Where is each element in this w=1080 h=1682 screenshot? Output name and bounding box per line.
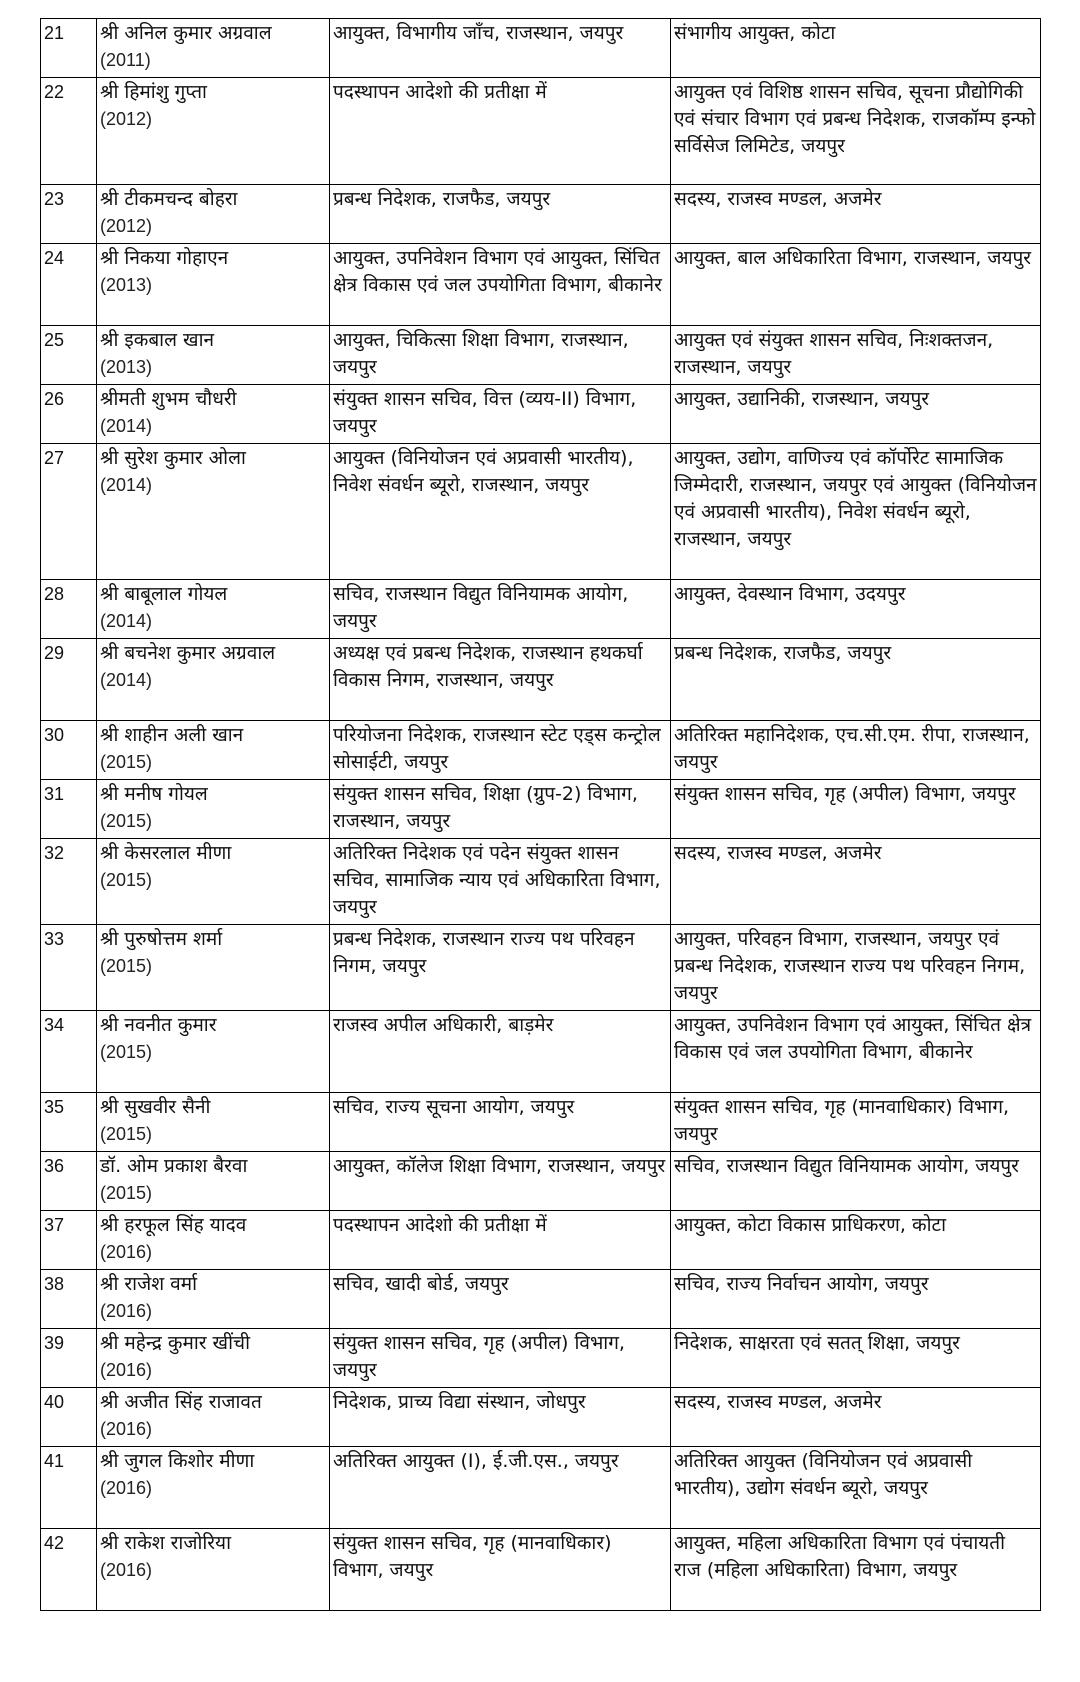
officer-name: श्री हिमांशु गुप्ता <box>100 81 207 103</box>
serial-number: 39 <box>41 1329 97 1388</box>
table-row <box>41 721 1041 780</box>
officer-cell <box>97 1447 330 1529</box>
new-posting: सचिव, राजस्थान विद्युत विनियामक आयोग, जयपुर <box>671 1152 1041 1211</box>
batch-year: (2015) <box>100 870 153 890</box>
serial-number: 41 <box>41 1447 97 1529</box>
officer-cell <box>97 839 330 925</box>
table-row <box>41 1388 1041 1447</box>
officer-name: श्री सुखवीर सैनी <box>100 1096 211 1118</box>
serial-number: 29 <box>41 639 97 721</box>
new-posting: अतिरिक्त महानिदेशक, एच.सी.एम. रीपा, राजस्थान, जयपुर <box>671 721 1041 780</box>
batch-year: (2015) <box>100 1042 153 1062</box>
serial-number: 21 <box>41 19 97 78</box>
officer-name: श्री महेन्द्र कुमार खींची <box>100 1332 250 1354</box>
officer-name: श्री राजेश वर्मा <box>100 1273 198 1295</box>
batch-year: (2014) <box>100 416 153 436</box>
batch-year: (2015) <box>100 752 153 772</box>
officer-cell <box>97 326 330 385</box>
officer-cell <box>97 444 330 580</box>
new-posting: आयुक्त, उद्योग, वाणिज्य एवं कॉर्पोरेट सामाजिक जिम्मेदारी, राजस्थान, जयपुर एवं आयुक्त (विनियोजन एवं अप्रवासी भारतीय), निवेश संवर्धन ब्यूरो, राजस्थान, जयपुर <box>671 444 1041 580</box>
table-row <box>41 839 1041 925</box>
current-posting: संयुक्त शासन सचिव, शिक्षा (ग्रुप-2) विभाग, राजस्थान, जयपुर <box>330 780 671 839</box>
serial-number: 34 <box>41 1011 97 1093</box>
officer-cell <box>97 1093 330 1152</box>
batch-year: (2016) <box>100 1419 153 1439</box>
new-posting: आयुक्त एवं संयुक्त शासन सचिव, निःशक्तजन, राजस्थान, जयपुर <box>671 326 1041 385</box>
officer-name: श्री केसरलाल मीणा <box>100 842 232 864</box>
new-posting: आयुक्त, परिवहन विभाग, राजस्थान, जयपुर एवं प्रबन्ध निदेशक, राजस्थान राज्य पथ परिवहन निगम, जयपुर <box>671 925 1041 1011</box>
officer-cell <box>97 780 330 839</box>
current-posting: आयुक्त, विभागीय जाँच, राजस्थान, जयपुर <box>330 19 671 78</box>
serial-number: 23 <box>41 185 97 244</box>
serial-number: 33 <box>41 925 97 1011</box>
batch-year: (2016) <box>100 1560 153 1580</box>
officer-name: श्री हरफूल सिंह यादव <box>100 1214 247 1236</box>
serial-number: 38 <box>41 1270 97 1329</box>
officer-name: श्रीमती शुभम चौधरी <box>100 388 237 410</box>
officer-cell <box>97 1270 330 1329</box>
current-posting: निदेशक, प्राच्य विद्या संस्थान, जोधपुर <box>330 1388 671 1447</box>
serial-number: 26 <box>41 385 97 444</box>
batch-year: (2014) <box>100 670 153 690</box>
serial-number: 27 <box>41 444 97 580</box>
table-row <box>41 1270 1041 1329</box>
officer-cell <box>97 721 330 780</box>
officer-name: श्री नवनीत कुमार <box>100 1014 217 1036</box>
batch-year: (2012) <box>100 216 153 236</box>
batch-year: (2016) <box>100 1478 153 1498</box>
new-posting: आयुक्त, बाल अधिकारिता विभाग, राजस्थान, जयपुर <box>671 244 1041 326</box>
current-posting: संयुक्त शासन सचिव, गृह (अपील) विभाग, जयपुर <box>330 1329 671 1388</box>
new-posting: सचिव, राज्य निर्वाचन आयोग, जयपुर <box>671 1270 1041 1329</box>
new-posting: सदस्य, राजस्व मण्डल, अजमेर <box>671 839 1041 925</box>
officer-name: श्री सुरेश कुमार ओला <box>100 447 246 469</box>
current-posting: अतिरिक्त निदेशक एवं पदेन संयुक्त शासन सचिव, सामाजिक न्याय एवं अधिकारिता विभाग, जयपुर <box>330 839 671 925</box>
new-posting: निदेशक, साक्षरता एवं सतत् शिक्षा, जयपुर <box>671 1329 1041 1388</box>
serial-number: 40 <box>41 1388 97 1447</box>
table-row <box>41 185 1041 244</box>
officer-cell <box>97 1211 330 1270</box>
batch-year: (2015) <box>100 811 153 831</box>
new-posting: आयुक्त, महिला अधिकारिता विभाग एवं पंचायती राज (महिला अधिकारिता) विभाग, जयपुर <box>671 1529 1041 1611</box>
officer-name: श्री शाहीन अली खान <box>100 724 244 746</box>
officer-name: श्री अनिल कुमार अग्रवाल <box>100 22 272 44</box>
new-posting: संयुक्त शासन सचिव, गृह (अपील) विभाग, जयपुर <box>671 780 1041 839</box>
table-row <box>41 444 1041 580</box>
table-row <box>41 1211 1041 1270</box>
officer-name: श्री बाबूलाल गोयल <box>100 583 228 605</box>
officer-name: श्री निकया गोहाएन <box>100 247 229 269</box>
officer-name: डॉ. ओम प्रकाश बैरवा <box>100 1155 248 1177</box>
current-posting: संयुक्त शासन सचिव, गृह (मानवाधिकार) विभाग, जयपुर <box>330 1529 671 1611</box>
officer-name: श्री मनीष गोयल <box>100 783 208 805</box>
table-row <box>41 580 1041 639</box>
serial-number: 22 <box>41 78 97 185</box>
officer-name: श्री जुगल किशोर मीणा <box>100 1450 255 1472</box>
current-posting: परियोजना निदेशक, राजस्थान स्टेट एड्स कन्ट्रोल सोसाईटी, जयपुर <box>330 721 671 780</box>
officer-cell <box>97 385 330 444</box>
officer-cell <box>97 1152 330 1211</box>
current-posting: राजस्व अपील अधिकारी, बाड़मेर <box>330 1011 671 1093</box>
serial-number: 35 <box>41 1093 97 1152</box>
table-row <box>41 1011 1041 1093</box>
officer-cell <box>97 1388 330 1447</box>
current-posting: संयुक्त शासन सचिव, वित्त (व्यय-II) विभाग, जयपुर <box>330 385 671 444</box>
serial-number: 36 <box>41 1152 97 1211</box>
officer-name: श्री अजीत सिंह राजावत <box>100 1391 262 1413</box>
batch-year: (2014) <box>100 611 153 631</box>
transfer-table-body <box>41 19 1041 1611</box>
table-row <box>41 780 1041 839</box>
new-posting: आयुक्त, उद्यानिकी, राजस्थान, जयपुर <box>671 385 1041 444</box>
new-posting: सदस्य, राजस्व मण्डल, अजमेर <box>671 1388 1041 1447</box>
table-row <box>41 639 1041 721</box>
table-row <box>41 1329 1041 1388</box>
serial-number: 25 <box>41 326 97 385</box>
table-row <box>41 1093 1041 1152</box>
new-posting: अतिरिक्त आयुक्त (विनियोजन एवं अप्रवासी भारतीय), उद्योग संवर्धन ब्यूरो, जयपुर <box>671 1447 1041 1529</box>
table-row <box>41 1529 1041 1611</box>
officer-name: श्री टीकमचन्द बोहरा <box>100 188 238 210</box>
officer-name: श्री पुरुषोत्तम शर्मा <box>100 928 223 950</box>
serial-number: 24 <box>41 244 97 326</box>
new-posting: संभागीय आयुक्त, कोटा <box>671 19 1041 78</box>
batch-year: (2015) <box>100 956 153 976</box>
serial-number: 30 <box>41 721 97 780</box>
current-posting: आयुक्त, चिकित्सा शिक्षा विभाग, राजस्थान, जयपुर <box>330 326 671 385</box>
new-posting: आयुक्त, उपनिवेशन विभाग एवं आयुक्त, सिंचित क्षेत्र विकास एवं जल उपयोगिता विभाग, बीकानेर <box>671 1011 1041 1093</box>
new-posting: आयुक्त एवं विशिष्ठ शासन सचिव, सूचना प्रौद्योगिकी एवं संचार विभाग एवं प्रबन्ध निदेशक, राजकॉम्प इन्फो सर्विसेज लिमिटेड, जयपुर <box>671 78 1041 185</box>
table-row <box>41 78 1041 185</box>
serial-number: 37 <box>41 1211 97 1270</box>
current-posting: सचिव, खादी बोर्ड, जयपुर <box>330 1270 671 1329</box>
table-row <box>41 244 1041 326</box>
officer-cell <box>97 925 330 1011</box>
new-posting: सदस्य, राजस्व मण्डल, अजमेर <box>671 185 1041 244</box>
table-row <box>41 1447 1041 1529</box>
current-posting: पदस्थापन आदेशो की प्रतीक्षा में <box>330 78 671 185</box>
officer-cell <box>97 185 330 244</box>
officer-cell <box>97 1011 330 1093</box>
new-posting: प्रबन्ध निदेशक, राजफैड, जयपुर <box>671 639 1041 721</box>
table-row <box>41 326 1041 385</box>
new-posting: संयुक्त शासन सचिव, गृह (मानवाधिकार) विभाग, जयपुर <box>671 1093 1041 1152</box>
officer-name: श्री इकबाल खान <box>100 329 215 351</box>
table-row <box>41 1152 1041 1211</box>
batch-year: (2012) <box>100 109 153 129</box>
table-row <box>41 925 1041 1011</box>
batch-year: (2015) <box>100 1124 153 1144</box>
serial-number: 28 <box>41 580 97 639</box>
batch-year: (2013) <box>100 357 153 377</box>
table-row <box>41 385 1041 444</box>
current-posting: अध्यक्ष एवं प्रबन्ध निदेशक, राजस्थान हथकर्घा विकास निगम, राजस्थान, जयपुर <box>330 639 671 721</box>
officer-cell <box>97 1329 330 1388</box>
current-posting: आयुक्त (विनियोजन एवं अप्रवासी भारतीय), निवेश संवर्धन ब्यूरो, राजस्थान, जयपुर <box>330 444 671 580</box>
batch-year: (2016) <box>100 1360 153 1380</box>
batch-year: (2016) <box>100 1242 153 1262</box>
batch-year: (2013) <box>100 275 153 295</box>
serial-number: 32 <box>41 839 97 925</box>
transfer-table <box>40 18 1041 1611</box>
officer-cell <box>97 19 330 78</box>
batch-year: (2011) <box>100 50 151 70</box>
transfer-list-page <box>40 18 1040 1611</box>
officer-cell <box>97 78 330 185</box>
table-row <box>41 19 1041 78</box>
current-posting: प्रबन्ध निदेशक, राजफैड, जयपुर <box>330 185 671 244</box>
batch-year: (2015) <box>100 1183 153 1203</box>
current-posting: पदस्थापन आदेशो की प्रतीक्षा में <box>330 1211 671 1270</box>
officer-name: श्री बचनेश कुमार अग्रवाल <box>100 642 276 664</box>
officer-name: श्री राकेश राजोरिया <box>100 1532 232 1554</box>
current-posting: आयुक्त, उपनिवेशन विभाग एवं आयुक्त, सिंचित क्षेत्र विकास एवं जल उपयोगिता विभाग, बीकानेर <box>330 244 671 326</box>
current-posting: आयुक्त, कॉलेज शिक्षा विभाग, राजस्थान, जयपुर <box>330 1152 671 1211</box>
officer-cell <box>97 580 330 639</box>
officer-cell <box>97 639 330 721</box>
new-posting: आयुक्त, देवस्थान विभाग, उदयपुर <box>671 580 1041 639</box>
serial-number: 42 <box>41 1529 97 1611</box>
current-posting: अतिरिक्त आयुक्त (I), ई.जी.एस., जयपुर <box>330 1447 671 1529</box>
current-posting: सचिव, राजस्थान विद्युत विनियामक आयोग, जयपुर <box>330 580 671 639</box>
officer-cell <box>97 244 330 326</box>
current-posting: सचिव, राज्य सूचना आयोग, जयपुर <box>330 1093 671 1152</box>
batch-year: (2016) <box>100 1301 153 1321</box>
current-posting: प्रबन्ध निदेशक, राजस्थान राज्य पथ परिवहन निगम, जयपुर <box>330 925 671 1011</box>
serial-number: 31 <box>41 780 97 839</box>
batch-year: (2014) <box>100 475 153 495</box>
new-posting: आयुक्त, कोटा विकास प्राधिकरण, कोटा <box>671 1211 1041 1270</box>
officer-cell <box>97 1529 330 1611</box>
